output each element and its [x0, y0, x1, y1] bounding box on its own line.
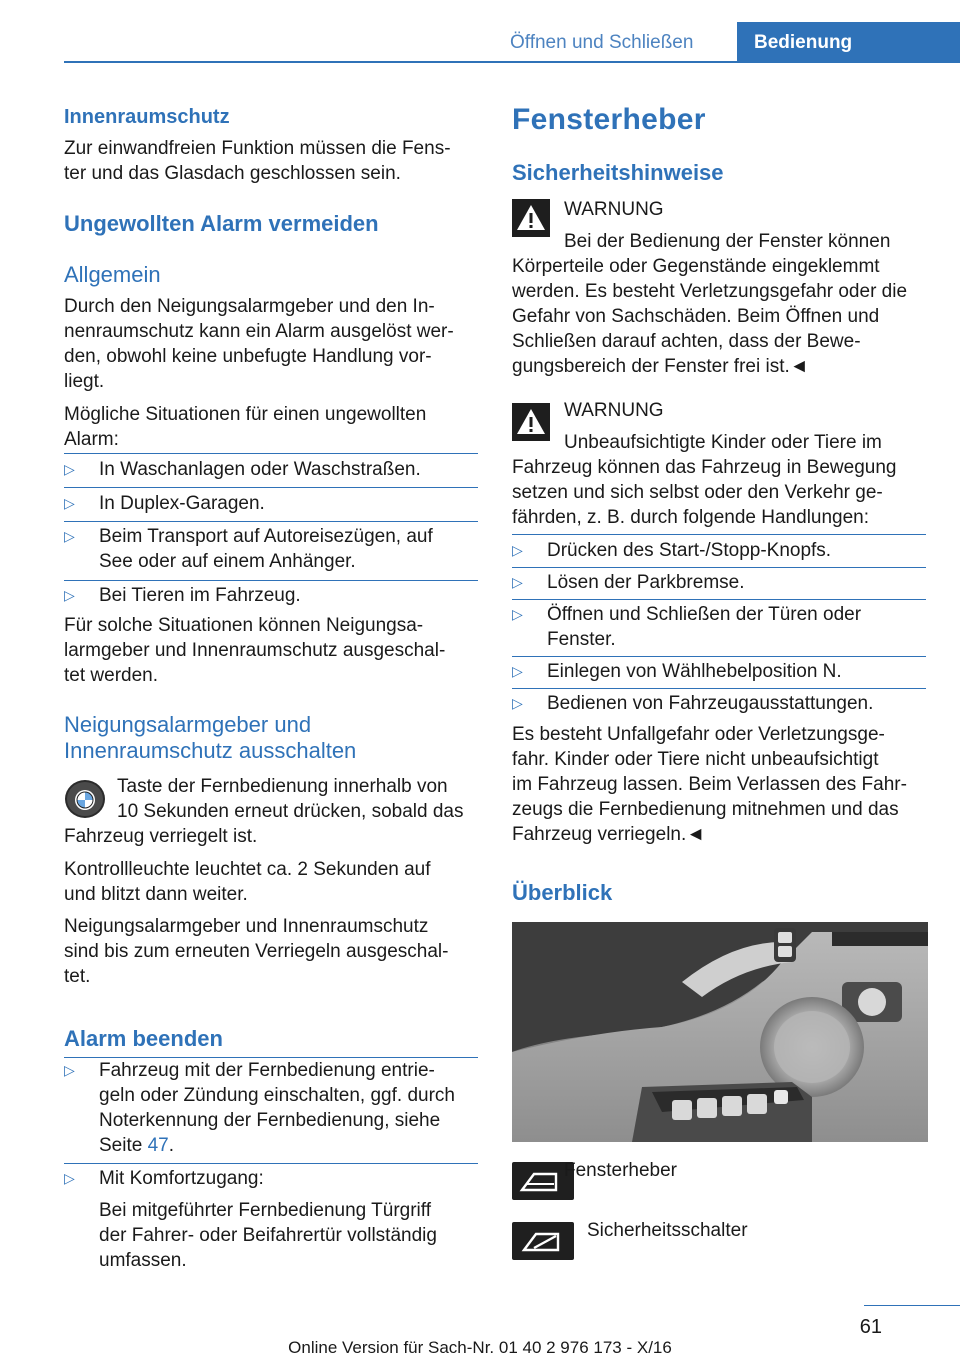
list-separator	[64, 487, 478, 488]
bullet-triangle-icon: ▷	[512, 663, 523, 679]
bullet-triangle-icon: ▷	[64, 1170, 75, 1186]
bullet-triangle-icon: ▷	[64, 1062, 75, 1078]
list-item: ▷ Einlegen von Wählhebelposition N.	[512, 661, 842, 682]
list-item: ▷ In Duplex-Garagen.	[64, 493, 265, 514]
bullet-triangle-icon: ▷	[64, 461, 75, 477]
warning-icon	[512, 199, 550, 237]
heading-alarm-beenden: Alarm beenden	[64, 1026, 223, 1051]
bullet-triangle-icon: ▷	[512, 574, 523, 590]
warning-text-first: Unbeaufsichtigte Kinder oder Tiere im	[564, 432, 882, 453]
list-separator	[512, 688, 926, 689]
warning-icon	[512, 403, 550, 441]
safety-switch-icon	[512, 1222, 574, 1260]
online-version-footer: Online Version für Sach-Nr. 01 40 2 976 173 - X/16	[288, 1338, 672, 1357]
warning-label: WARNUNG	[564, 199, 664, 220]
bullet-triangle-icon: ▷	[64, 528, 75, 544]
list-separator	[64, 580, 478, 581]
heading-ausschalten: Neigungsalarmgeber und Innenraumschutz ausschalten	[64, 712, 357, 763]
heading-alarm-vermeiden: Ungewollten Alarm vermeiden	[64, 211, 379, 236]
list-item: ▷ In Waschanlagen oder Waschstraßen.	[64, 459, 421, 480]
paragraph-taste: Taste der Fernbedienung innerhalb von 10 Sekunden erneut drücken, sobald das	[117, 776, 464, 822]
warning-text: Körperteile oder Gegenstände eingeklemmt werden. Es besteht Verletzungsgefahr oder die Gefahr von Sachschäden. Beim Öffnen und Schließen darauf achten, dass der Bewe‐ gungsbereich der Fenster frei ist.◄	[512, 256, 908, 377]
list-separator	[64, 453, 478, 454]
header-divider	[64, 61, 960, 63]
list-separator	[512, 534, 926, 535]
paragraph-unfallgefahr: Es besteht Unfallgefahr oder Verletzungsge‐ fahr. Kinder oder Tiere nicht unbeaufsichtigt im Fahrzeug lassen. Beim Verlassen des Fahr‐ zeugs die Fernbedienung mitnehmen und das Fahrzeug verriegeln.◄	[512, 724, 907, 845]
door-panel-photo	[512, 922, 928, 1142]
legend-sicherheitsschalter: Sicherheitsschalter	[587, 1220, 748, 1241]
legend-fensterheber: Fensterheber	[564, 1160, 678, 1181]
bullet-triangle-icon: ▷	[512, 542, 523, 558]
list-item: ▷ Bei Tieren im Fahrzeug.	[64, 585, 301, 606]
bullet-triangle-icon: ▷	[64, 495, 75, 511]
heading-sicherheitshinweise: Sicherheitshinweise	[512, 160, 724, 185]
paragraph-kontrollleuchte: Kontrollleuchte leuchtet ca. 2 Sekunden auf und blitzt dann weiter.	[64, 859, 431, 905]
list-item: ▷ Drücken des Start-/Stopp-Knopfs.	[512, 540, 832, 561]
list-item: ▷ Öffnen und Schließen der Türen oder Fenster.	[512, 604, 862, 650]
list-separator	[64, 1163, 478, 1164]
bullet-triangle-icon: ▷	[512, 606, 523, 622]
heading-innenraumschutz: Innenraumschutz	[64, 106, 230, 128]
heading-fensterheber: Fensterheber	[512, 103, 706, 136]
warning-label: WARNUNG	[564, 400, 664, 421]
bullet-triangle-icon: ▷	[64, 587, 75, 603]
paragraph-innenraumschutz: Zur einwandfreien Funktion müssen die Fens‐ ter und das Glasdach geschlossen sein.	[64, 138, 451, 184]
list-item: ▷ Bedienen von Fahrzeugausstattungen.	[512, 693, 874, 714]
page-link-47[interactable]: 47	[147, 1135, 169, 1156]
warning-text: Fahrzeug können das Fahrzeug in Bewegung setzen und sich selbst oder den Verkehr ge‐ fährden, z. B. durch folgende Handlungen:	[512, 457, 897, 528]
header-section-label: Öffnen und Schließen	[510, 32, 694, 53]
paragraph-taste-cont: Fahrzeug verriegelt ist.	[64, 826, 258, 847]
footer-line	[864, 1305, 960, 1306]
bullet-triangle-icon: ▷	[512, 695, 523, 711]
list-separator	[512, 567, 926, 568]
paragraph-allgemein: Durch den Neigungsalarmgeber und den In‐ nenraumschutz kann ein Alarm ausgelöst wer‐ den, obwohl keine unbefugte Handlung vor‐ liegt.	[64, 296, 454, 392]
warning-text-first: Bei der Bedienung der Fenster können	[564, 231, 891, 252]
header-chapter-tab: Bedienung	[737, 22, 960, 62]
list-separator	[512, 599, 926, 600]
page-number: 61	[859, 1316, 882, 1338]
paragraph-neigungsalarmgeber: Neigungsalarmgeber und Innenraumschutz sind bis zum erneuten Verriegeln ausgeschal‐ tet.	[64, 916, 449, 987]
list-separator	[512, 656, 926, 657]
list-separator	[64, 521, 478, 522]
list-item: ▷ Fahrzeug mit der Fernbedienung entrie‐ geln oder Zündung einschalten, ggf. durch Noterkennung der Fernbedienung, siehe Seite 47.	[64, 1060, 455, 1156]
list-item: ▷ Lösen der Parkbremse.	[512, 572, 745, 593]
key-fob-icon	[64, 778, 106, 820]
heading-ueberblick: Überblick	[512, 880, 613, 905]
heading-allgemein: Allgemein	[64, 262, 161, 287]
paragraph-situationen: Mögliche Situationen für einen ungewollten Alarm:	[64, 404, 427, 450]
list-item: ▷ Beim Transport auf Autoreisezügen, auf See oder auf einem Anhänger.	[64, 526, 433, 572]
paragraph-solche-situationen: Für solche Situationen können Neigungsa‐ larmgeber und Innenraumschutz ausgeschal‐ tet werden.	[64, 615, 446, 686]
list-item: ▷ Mit Komfortzugang: Bei mitgeführter Fernbedienung Türgriff der Fahrer- oder Beifahrertür vollständig umfassen.	[64, 1168, 437, 1271]
